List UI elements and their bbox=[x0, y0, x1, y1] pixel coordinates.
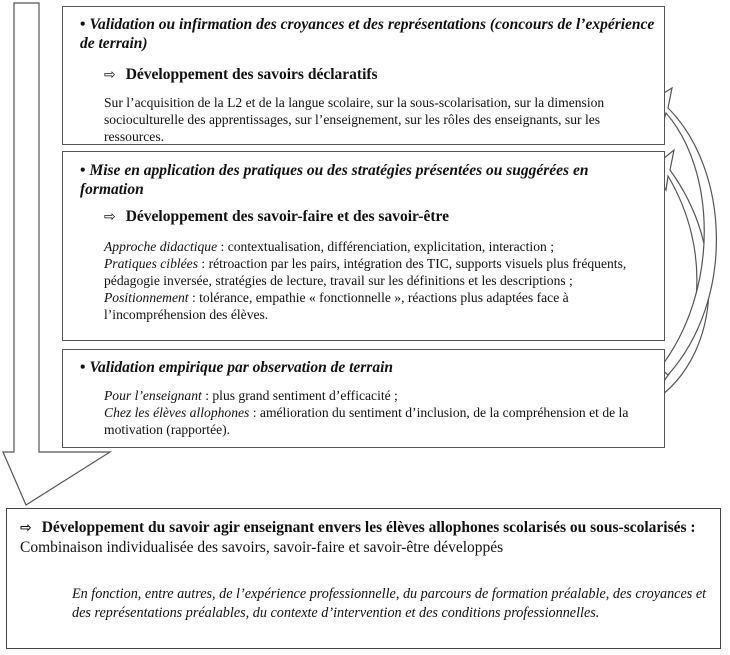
box2-title: • Mise en application des pratiques ou des stratégies présentées ou suggérées en formation bbox=[80, 162, 589, 198]
bullet-icon: • bbox=[80, 359, 86, 376]
box3-body bbox=[104, 387, 649, 438]
arrow-right-icon: ⇨ bbox=[20, 520, 32, 536]
box1-subtitle: ⇨ Développement des savoirs déclaratifs bbox=[104, 66, 378, 83]
box1-body: Sur l’acquisition de la L2 et de la langue scolaire, sur la sous-scolarisation, sur la dimension socioculturelle des apprentissages, sur l’enseignement, sur les rôles des enseignants, sur les ressources. bbox=[104, 95, 605, 144]
box2-item: Positionnement : tolérance, empathie « fonctionnelle », réactions plus adaptées face à l’incompréhension des élèves. bbox=[104, 290, 569, 322]
box2-body bbox=[104, 238, 644, 323]
bullet-icon: • bbox=[80, 16, 86, 33]
box1-title: • Validation ou infirmation des croyances et des représentations (concours de l’expérience de terrain) bbox=[80, 16, 655, 52]
arrow-right-icon: ⇨ bbox=[104, 209, 116, 225]
bullet-icon: • bbox=[80, 162, 86, 179]
box3-title: • Validation empirique par observation de terrain bbox=[80, 359, 394, 376]
box2-item: Approche didactique : contextualisation, différenciation, explicitation, interaction ; bbox=[104, 239, 554, 254]
final-title: ⇨ Développement du savoir agir enseignant envers les élèves allophones scolarisés ou sous-scolarisés : Combinaison individualisée des savoirs, savoir-faire et savoir-être développés bbox=[20, 519, 696, 556]
final-body: En fonction, entre autres, de l’expérience professionnelle, du parcours de formation préalable, des croyances et des représentations préalables, du contexte d’intervention et des conditions professionnelles. bbox=[72, 586, 707, 621]
arrow-right-icon: ⇨ bbox=[104, 67, 116, 83]
box2-item: Pratiques ciblées : rétroaction par les pairs, intégration des TIC, supports visuels plus fréquents, pédagogie inversée, stratégies de lecture, travail sur les définitions et les descriptions ; bbox=[104, 256, 627, 288]
box2-subtitle: ⇨ Développement des savoir-faire et des savoir-être bbox=[104, 208, 449, 225]
box3-item: Chez les élèves allophones : amélioration du sentiment d’inclusion, de la compréhension et de la motivation (rapportée). bbox=[104, 405, 629, 437]
box3-item: Pour l’enseignant : plus grand sentiment d’efficacité ; bbox=[104, 388, 398, 403]
